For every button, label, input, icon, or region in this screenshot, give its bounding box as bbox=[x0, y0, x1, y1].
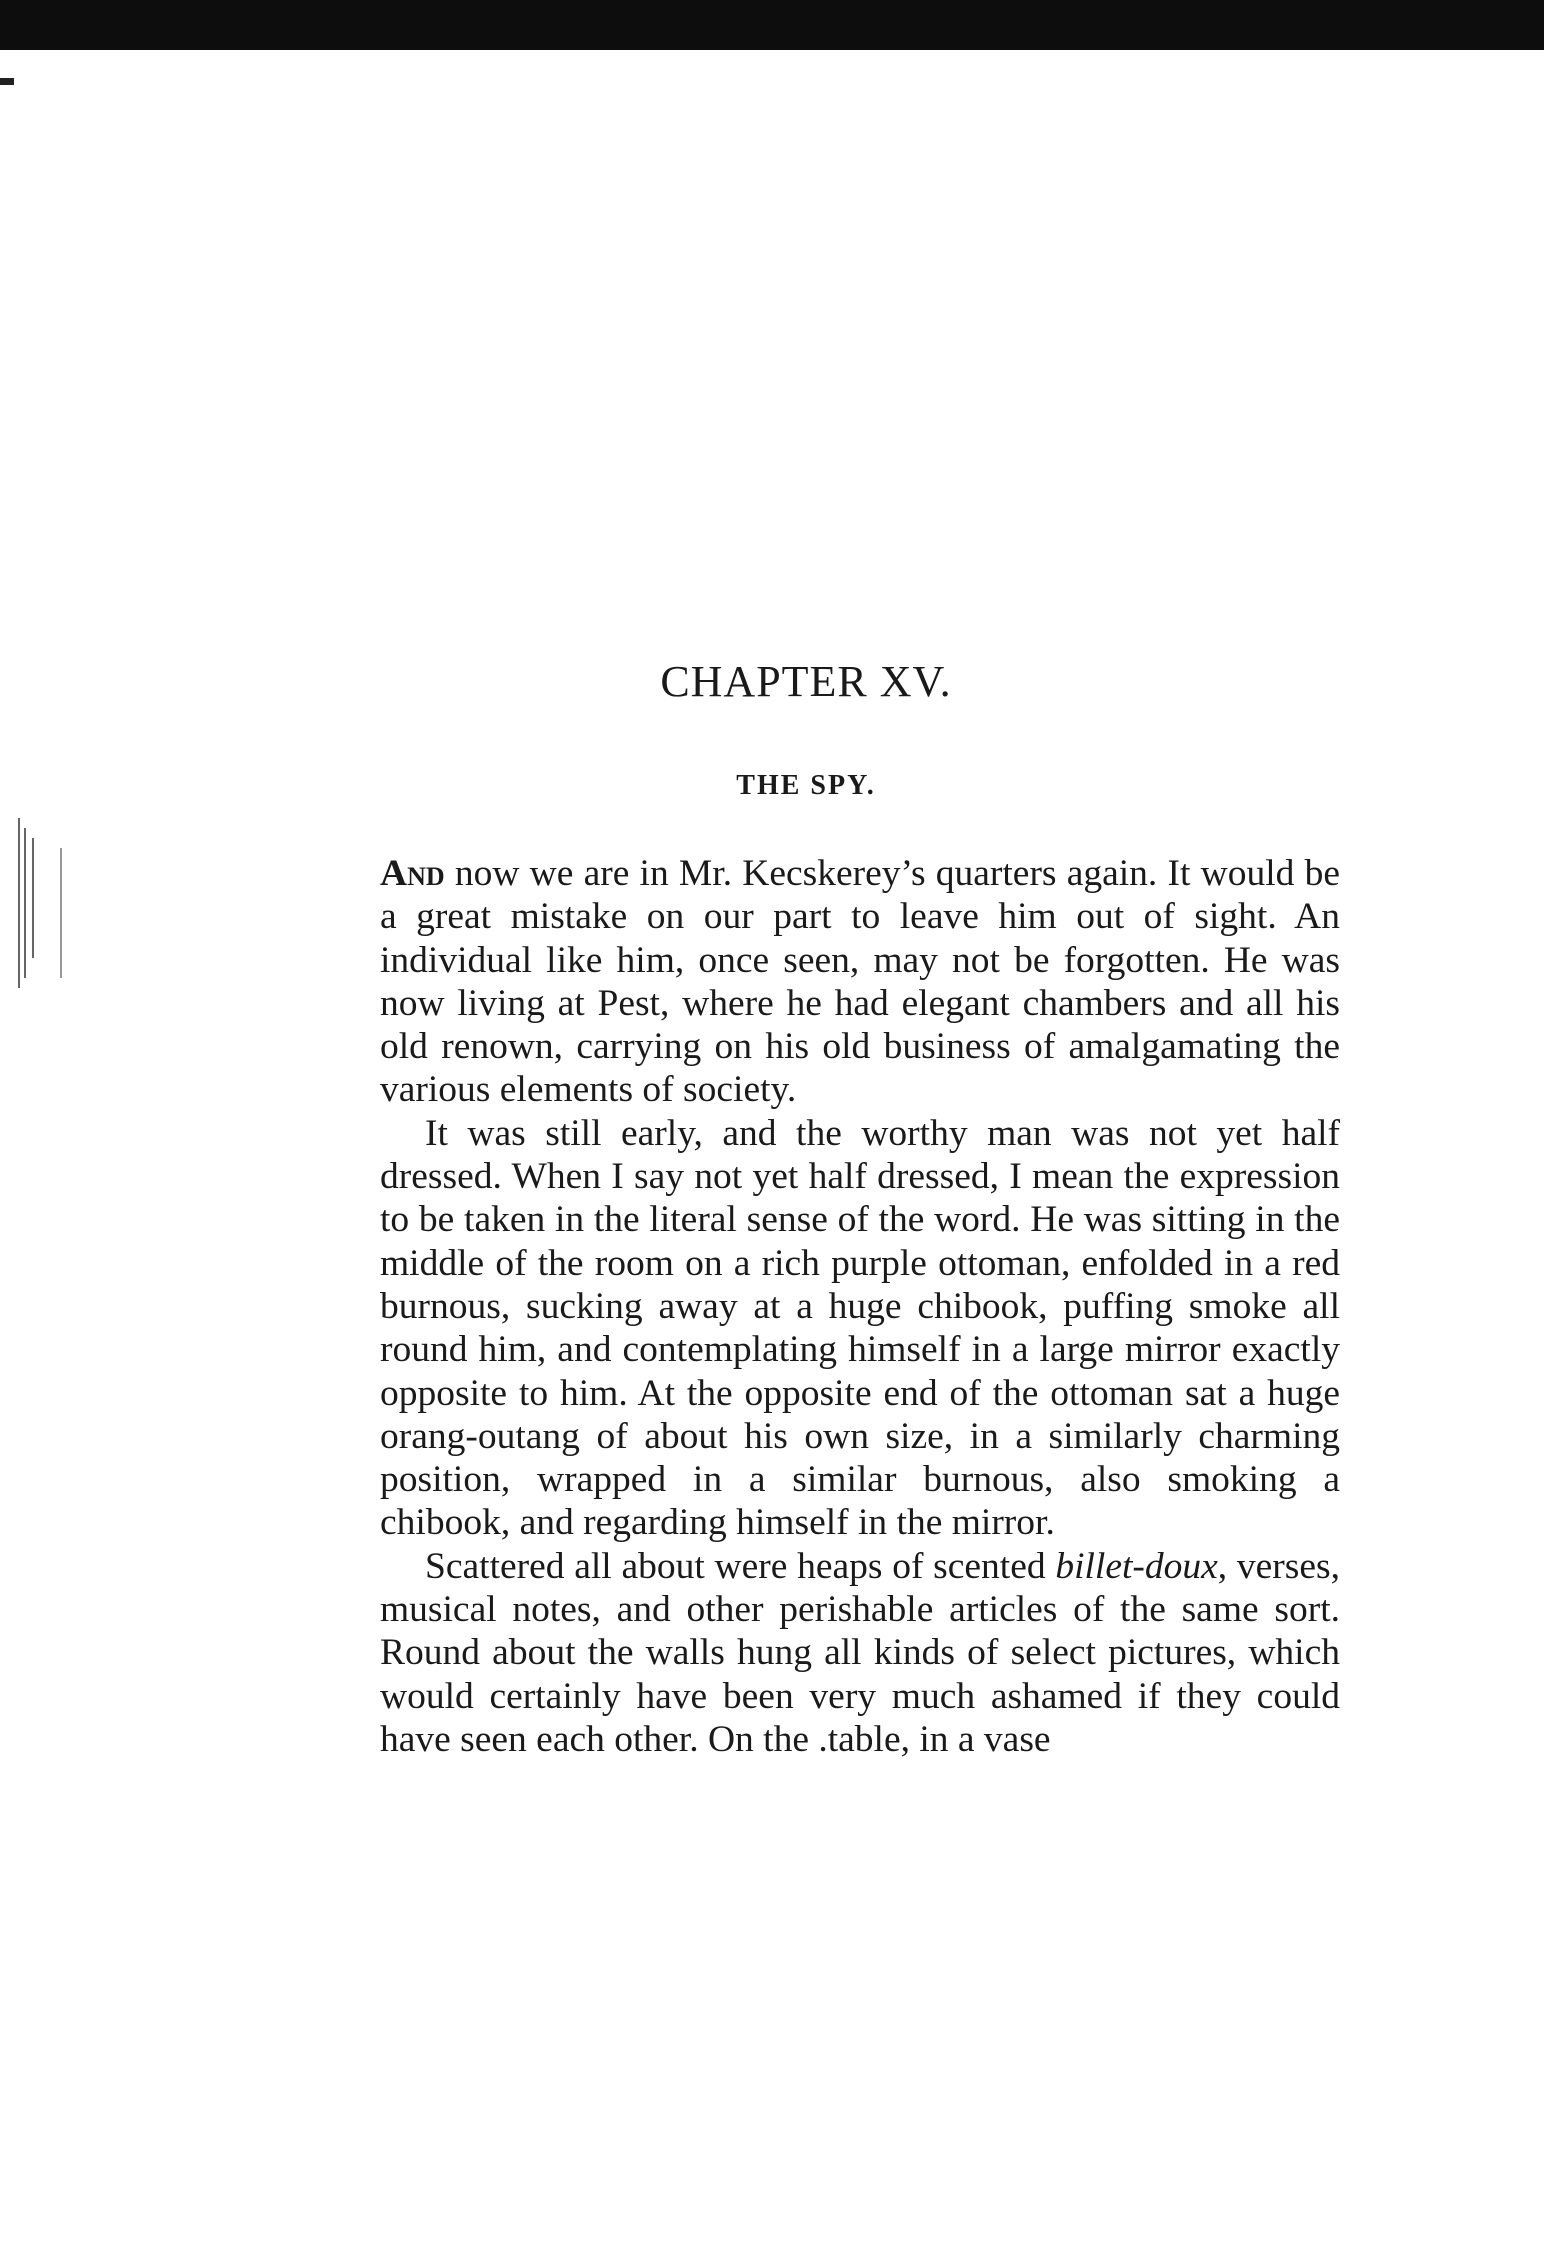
body-text bbox=[380, 852, 1340, 1761]
paragraph-3-text-start: Scattered all about were heaps of scented bbox=[425, 1545, 1056, 1587]
chapter-subtitle: THE SPY. bbox=[736, 770, 876, 801]
paragraph-1-text: now we are in Mr. Kecskerey’s quarters again. It would be a great mistake on our part to leave him out of sight. An individual like him, once seen, may not be forgotten. He was now living at Pest, where he had elegant chambers and all his old renown, carrying on his old business of amalgamating the various elements of society. bbox=[380, 853, 1340, 1111]
scan-top-border bbox=[0, 0, 1544, 50]
paragraph-1 bbox=[380, 852, 1340, 1112]
paragraph-3 bbox=[380, 1545, 1340, 1761]
paragraph-lead-word: And bbox=[380, 853, 445, 894]
scan-margin-marks bbox=[14, 818, 74, 998]
scan-edge-mark bbox=[0, 78, 14, 85]
paragraph-3-italic: billet-doux bbox=[1055, 1545, 1218, 1587]
paragraph-2: It was still early, and the worthy man was not yet half dressed. When I say not yet half dressed, I mean the expression to be taken in the literal sense of the word. He was sitting in the middle of the room on a rich purple ottoman, enfolded in a red burnous, sucking away at a huge chibook, puffing smoke all round him, and contemplating himself in a large mirror exactly opposite to him. At the opposite end of the ottoman sat a huge orang-outang of about his own size, in a similarly charming position, wrapped in a similar burnous, also smoking a chibook, and regarding himself in the mirror. bbox=[380, 1112, 1340, 1544]
chapter-title: CHAPTER XV. bbox=[660, 657, 952, 706]
paragraph-3-text-end: , verses, musical notes, and other perishable articles of the same sort. Round about the walls hung all kinds of select pictures, which would certainly have been very much ashamed if they could have seen each other. On the .table, in a vase bbox=[380, 1545, 1340, 1760]
